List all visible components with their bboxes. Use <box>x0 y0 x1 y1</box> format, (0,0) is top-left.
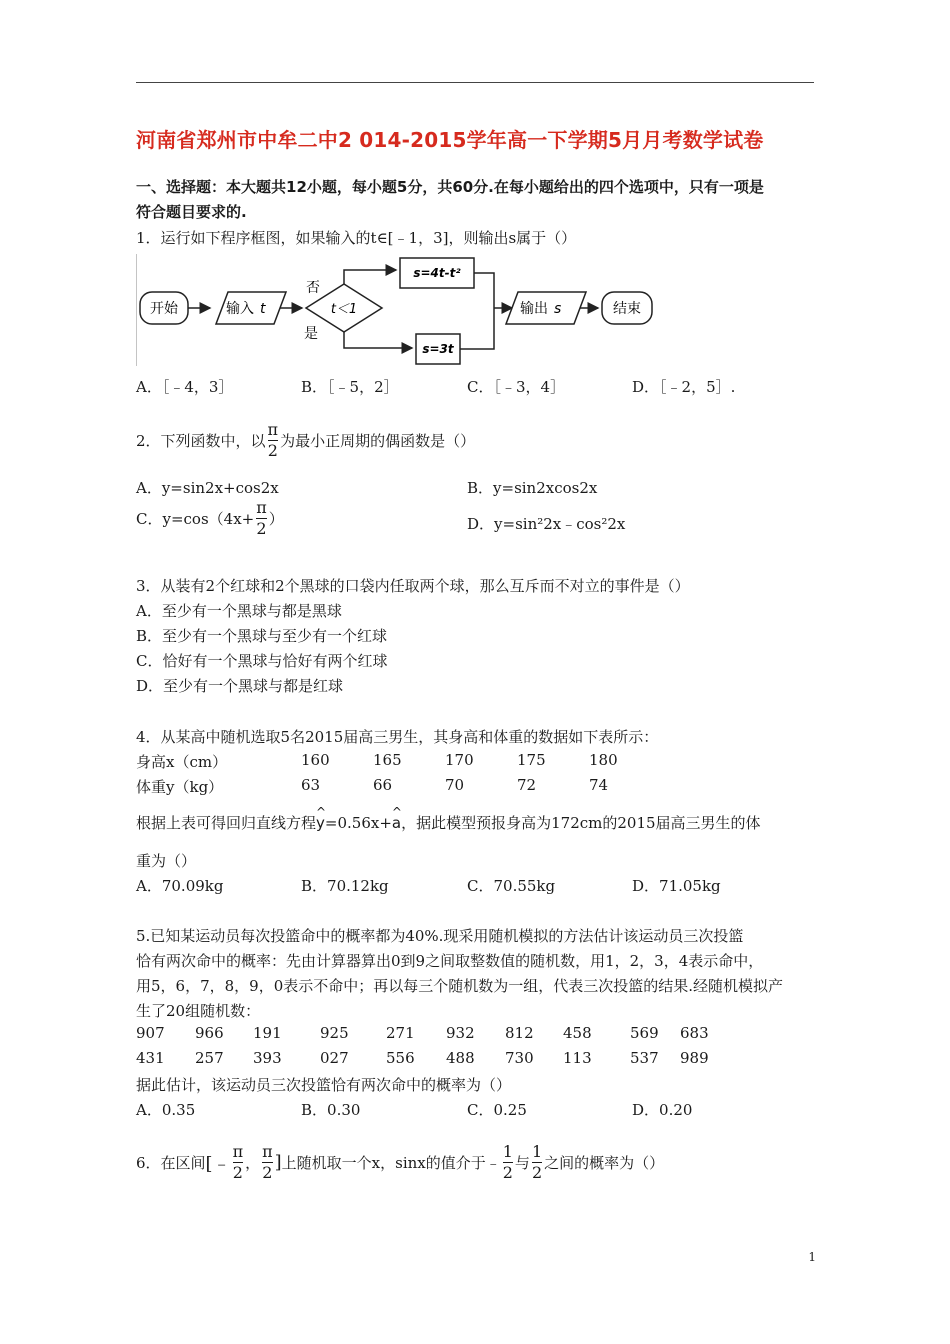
q3-option-d: D．至少有一个黑球与都是红球 <box>136 677 344 695</box>
q4-row2-cell: 63 <box>301 776 321 794</box>
q1-stem: 1．运行如下程序框图，如果输入的t∈[﹣1，3]，则输出s属于（） <box>136 229 577 247</box>
q4-row1-cell: 160 <box>301 751 330 769</box>
q5-line: 用5，6，7，8，9，0表示不命中；再以每三个随机数为一组，代表三次投篮的结果.经随机模拟产 <box>136 977 784 995</box>
q5-number: 537 <box>630 1049 659 1067</box>
q4-row1-cell: 165 <box>373 751 402 769</box>
q4-option-d: D．71.05kg <box>632 877 721 895</box>
flow-branch-yes-label: s=3t <box>422 342 454 356</box>
flow-condition-label: t＜1 <box>330 302 358 317</box>
q4-row2-cell: 66 <box>373 776 393 794</box>
q3-option-a: A．至少有一个黑球与都是黑球 <box>136 602 342 620</box>
q4-row1-label: 身高x（cm） <box>136 753 228 771</box>
q5-number: 907 <box>136 1024 165 1042</box>
q5-option-a: A．0.35 <box>136 1101 196 1119</box>
q2-option-c: C．y=cos（4x+ $\frac{\pi}{2}$ ） <box>136 498 284 538</box>
q4-row1-cell: 175 <box>517 751 546 769</box>
flow-input-label: 输入 <box>226 301 254 317</box>
q1-option-a: A．［﹣4，3］ <box>136 378 234 396</box>
q4-line3: 重为（） <box>136 852 197 870</box>
q3-option-b: B．至少有一个黑球与至少有一个红球 <box>136 627 388 645</box>
q5-option-b: B．0.30 <box>301 1101 361 1119</box>
q5-number: 932 <box>446 1024 475 1042</box>
q5-line: 恰有两次命中的概率：先由计算器算出0到9之间取整数值的随机数，用1，2，3，4表示命中， <box>136 952 764 970</box>
q5-number: 488 <box>446 1049 475 1067</box>
y-hat: ^ y <box>316 814 325 832</box>
flow-output-var: s <box>554 301 562 317</box>
q4-row2-cell: 74 <box>589 776 609 794</box>
q5-number: 966 <box>195 1024 224 1042</box>
q5-number: 812 <box>505 1024 534 1042</box>
q5-number: 989 <box>680 1049 709 1067</box>
a-hat: ^ a <box>392 814 401 832</box>
flow-output-label: 输出 <box>520 301 548 317</box>
q5-number: 271 <box>386 1024 415 1042</box>
q2-option-b: B．y=sin2xcos2x <box>467 479 598 497</box>
q5-number: 431 <box>136 1049 165 1067</box>
q4-option-a: A．70.09kg <box>136 877 224 895</box>
flow-input-var: t <box>260 301 266 317</box>
page-number: 1 <box>808 1250 816 1264</box>
q2-frac: $\frac{\pi}{2}$ <box>267 420 279 460</box>
header-rule <box>136 82 814 83</box>
q5-option-c: C．0.25 <box>467 1101 527 1119</box>
q2-option-d: D．y=sin²2x﹣cos²2x <box>467 515 626 533</box>
flow-no-label: 否 <box>306 280 320 296</box>
q5-number: 393 <box>253 1049 282 1067</box>
q2-stem: 2．下列函数中，以 $\frac{\pi}{2}$ 为最小正周期的偶函数是（） <box>136 420 476 460</box>
q5-conclusion: 据此估计，该运动员三次投篮恰有两次命中的概率为（） <box>136 1076 512 1094</box>
section-heading-line1: 一、选择题：本大题共12小题，每小题5分，共60分.在每小题给出的四个选项中，只有一项是 <box>136 178 764 196</box>
q3-stem: 3．从装有2个红球和2个黑球的口袋内任取两个球，那么互斥而不对立的事件是（） <box>136 577 690 595</box>
q5-line: 生了20组随机数： <box>136 1002 261 1020</box>
flow-arrow-yes <box>344 332 412 348</box>
q5-number: 925 <box>320 1024 349 1042</box>
section-heading-line2: 符合题目要求的. <box>136 203 247 221</box>
q5-number: 569 <box>630 1024 659 1042</box>
q4-stem: 4．从某高中随机选取5名2015届高三男生，其身高和体重的数据如下表所示： <box>136 728 659 746</box>
q4-row1-cell: 170 <box>445 751 474 769</box>
flow-start-label: 开始 <box>150 301 178 317</box>
q4-row2-cell: 70 <box>445 776 465 794</box>
q4-option-b: B．70.12kg <box>301 877 389 895</box>
q1-option-c: C．［﹣3，4］ <box>467 378 566 396</box>
q4-regression-line: 根据上表可得回归直线方程^ y=0.56x+^ a，据此模型预报身高为172cm的2015届高三男生的体 <box>136 812 761 833</box>
q5-number: 027 <box>320 1049 349 1067</box>
q5-number: 458 <box>563 1024 592 1042</box>
flow-branch-no-label: s=4t-t² <box>413 266 461 280</box>
q4-option-c: C．70.55kg <box>467 877 556 895</box>
q3-option-c: C．恰好有一个黑球与恰好有两个红球 <box>136 652 388 670</box>
q5-number: 730 <box>505 1049 534 1067</box>
q1-option-b: B．［﹣5，2］ <box>301 378 399 396</box>
q5-number: 683 <box>680 1024 709 1042</box>
q2-option-a: A．y=sin2x+cos2x <box>136 479 279 497</box>
q5-line: 5.已知某运动员每次投篮命中的概率都为40%.现采用随机模拟的方法估计该运动员三次投篮 <box>136 927 744 945</box>
q5-number: 257 <box>195 1049 224 1067</box>
q5-number: 556 <box>386 1049 415 1067</box>
q4-row2-cell: 72 <box>517 776 537 794</box>
q1-option-d: D．［﹣2，5］. <box>632 378 736 396</box>
q4-row2-label: 体重y（kg） <box>136 778 224 796</box>
q6-stem: 6．在区间[﹣ $\frac{\pi}{2}$ ， $\frac{\pi}{2}$ ]上随机取一个x，sinx的值介于﹣ $\frac{1}{2}$ 与 $\frac{1}{2}$ 之间的概率为（） <box>136 1142 665 1182</box>
flow-end-label: 结束 <box>613 301 641 317</box>
q5-number: 191 <box>253 1024 282 1042</box>
page-title: 河南省郑州市中牟二中2 014-2015学年高一下学期5月月考数学试卷 <box>136 128 764 152</box>
q5-number: 113 <box>563 1049 592 1067</box>
q5-option-d: D．0.20 <box>632 1101 693 1119</box>
flow-yes-label: 是 <box>304 326 318 342</box>
q1-flowchart <box>136 254 676 368</box>
q4-row1-cell: 180 <box>589 751 618 769</box>
flow-arrow-no <box>344 270 396 284</box>
q2-option-c-frac: $\frac{\pi}{2}$ <box>256 498 267 538</box>
